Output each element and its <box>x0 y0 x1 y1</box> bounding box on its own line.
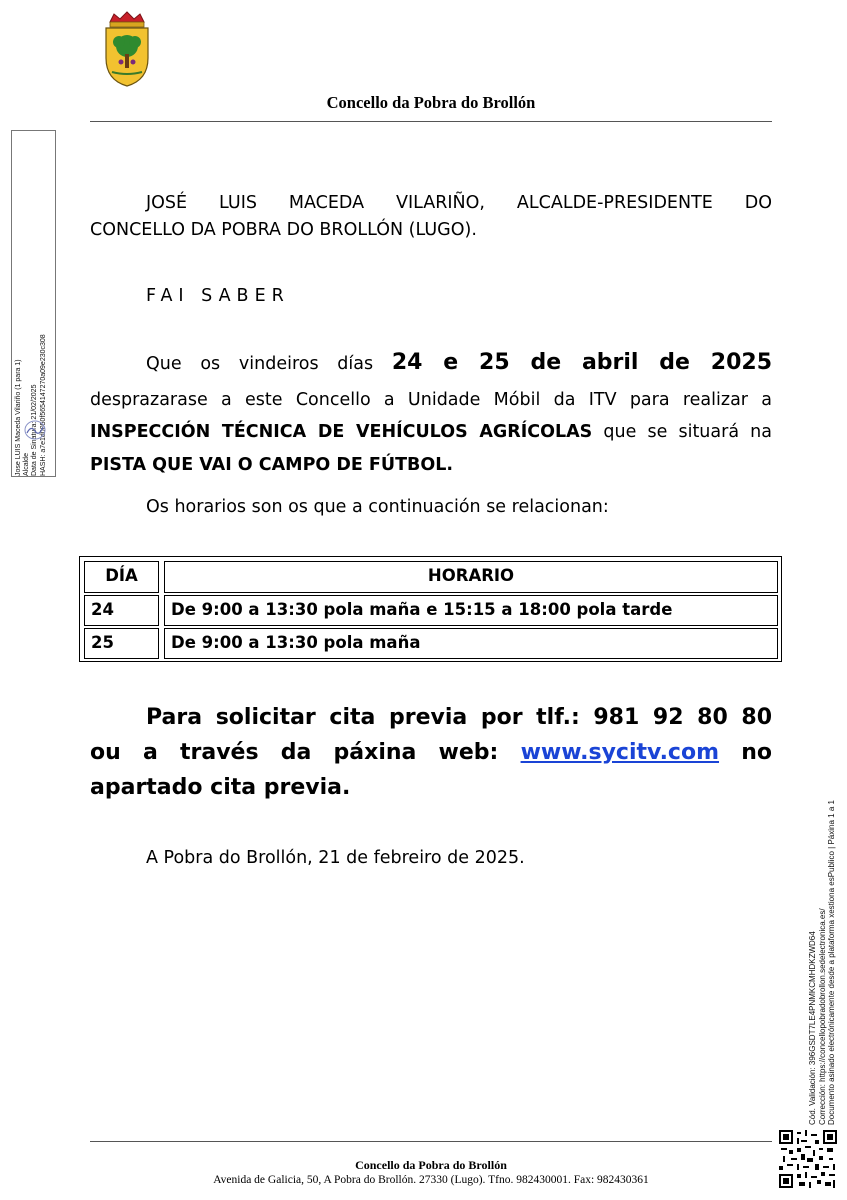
footer-address: Avenida de Galicia, 50, A Pobra do Brollón. 27330 (Lugo). Tfno. 982430001. Fax: 982430361 <box>213 1174 649 1186</box>
signature-stamp-icon <box>22 419 48 441</box>
cta-line-3: apartado cita previa. <box>90 775 351 800</box>
announce-line-2: desprazarase a este Concello a Unidade Móbil da ITV para realizar a <box>90 390 772 410</box>
call-to-action <box>90 700 772 805</box>
place-date: A Pobra do Brollón, 21 de febreiro de 2025. <box>146 848 525 868</box>
cta-web-prefix: ou a través da páxina web: <box>90 740 499 765</box>
fai-saber-heading: FAI SABER <box>146 286 290 306</box>
signature-role: Alcalde <box>23 453 31 476</box>
header-title: Concello da Pobra do Brollón <box>326 93 536 112</box>
table-row-2-hours: De 9:00 a 13:30 pola maña <box>164 628 778 659</box>
announce-line-3 <box>90 416 772 449</box>
intro-line-2-row <box>90 214 772 247</box>
inspection-rest: que se situará na <box>603 422 772 442</box>
table-header-day: DÍA <box>84 561 159 593</box>
table-header-hours: HORARIO <box>164 561 778 593</box>
website-link[interactable]: www.sycitv.com <box>520 740 720 765</box>
validation-code: Cód. Validación: 396GSDT7LE4PNMKCMHDKZWD64 <box>808 931 817 1125</box>
validation-margin-text <box>808 725 837 1125</box>
validation-url: Corrección: https://concellopobradobrollon.sedelectronica.es/ <box>817 908 827 1125</box>
header-divider <box>90 121 772 122</box>
schedule-intro: Os horarios son os que a continuación se relacionan: <box>146 497 609 517</box>
location-line <box>90 449 772 482</box>
announce-line-1 <box>146 346 772 381</box>
announce-prefix: Que os vindeiros días <box>146 354 374 374</box>
signature-signer: Jose LUIS Maceda Vilariño (1 para 1) <box>15 359 22 476</box>
inspection-title: INSPECCIÓN TÉCNICA DE VEHÍCULOS AGRÍCOLAS <box>90 422 593 442</box>
cta-line-1: Para solicitar cita previa por tlf.: 981 92 80 80 <box>146 705 772 730</box>
cta-web-suffix: no <box>741 740 772 765</box>
table-row-1-day: 24 <box>84 595 159 626</box>
validation-note: Documento asinado electrónicamente desde a plataforma xestiona esPublico | Páxina 1 a 1 <box>827 800 836 1125</box>
schedule-table <box>79 556 782 662</box>
signature-margin-box <box>11 130 56 477</box>
footer-divider <box>90 1141 772 1142</box>
municipal-crest-icon <box>100 10 154 88</box>
intro-line-2: CONCELLO DA POBRA DO BROLLÓN (LUGO). <box>90 220 477 240</box>
table-row-1-hours: De 9:00 a 13:30 pola maña e 15:15 a 18:00 pola tarde <box>164 595 778 626</box>
qr-code-icon <box>779 1130 837 1188</box>
signature-hash: HASH: a7e1d0050f5654147270a09e230c308 <box>39 334 47 476</box>
intro-line-1: JOSÉ LUIS MACEDA VILARIÑO, ALCALDE-PRESIDENTE DO <box>146 193 772 213</box>
signature-date: Data de Sinatura: 21/02/2025 <box>31 384 39 476</box>
footer-name: Concello da Pobra do Brollón <box>355 1158 507 1172</box>
table-row-2-day: 25 <box>84 628 159 659</box>
announce-date: 24 e 25 de abril de 2025 <box>391 350 773 375</box>
location-title: PISTA QUE VAI O CAMPO DE FÚTBOL. <box>90 455 454 475</box>
cta-line-2 <box>90 735 772 770</box>
